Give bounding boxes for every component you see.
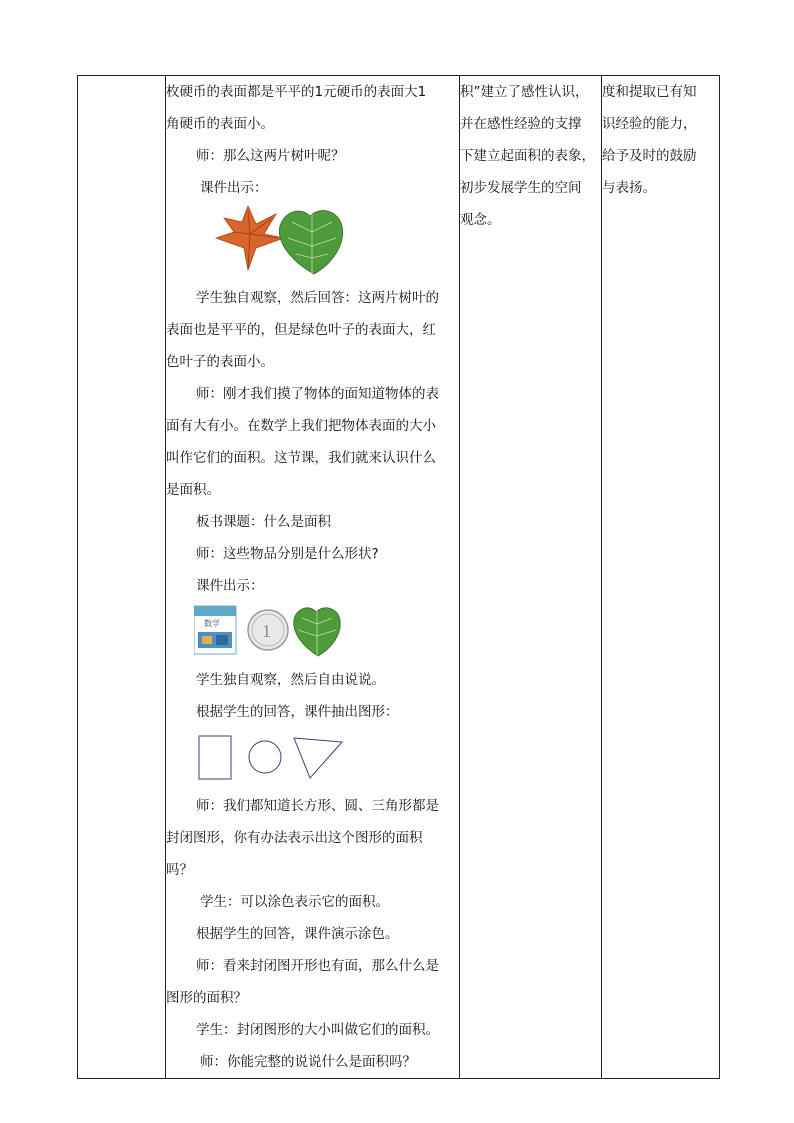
design-intent-cell — [460, 76, 602, 1079]
objects-image — [166, 602, 459, 664]
text-line: 是面积。 — [166, 482, 220, 498]
text-line: 师：看来封闭图开形也有面，那么什么是 — [196, 958, 439, 974]
text-line: 角硬币的表面小。 — [166, 116, 274, 132]
text-line: 枚硬币的表面都是平平的1元硬币的表面大1 — [166, 84, 427, 100]
svg-text:数学: 数学 — [204, 619, 220, 628]
text-line: 师：刚才我们摸了物体的面知道物体的表 — [196, 386, 439, 402]
text-line: 与表扬。 — [602, 180, 656, 196]
text-line: 师：那么这两片树叶呢？ — [196, 148, 345, 164]
rectangle-shape-icon — [199, 736, 231, 779]
circle-shape-icon — [249, 741, 281, 773]
text-line: 色叶子的表面小。 — [166, 354, 274, 370]
text-line: 师：你能完整的说说什么是面积吗？ — [200, 1054, 416, 1070]
text-line: 初步发展学生的空间 — [460, 180, 582, 196]
svg-text:1: 1 — [262, 621, 271, 641]
text-line: 封闭图形，你有办法表示出这个图形的面积 — [166, 830, 423, 846]
table-row — [78, 76, 720, 1079]
leaves-image — [166, 204, 459, 282]
text-line: 学生：封闭图形的大小叫做它们的面积。 — [196, 1022, 439, 1038]
text-line: 学生独自观察，然后自由说说。 — [196, 672, 385, 688]
text-line: 师：我们都知道长方形、圆、三角形都是 — [196, 798, 439, 814]
lesson-plan-table — [77, 75, 720, 1079]
text-line: 给予及时的鼓励 — [602, 148, 697, 164]
green-leaf-icon — [294, 608, 341, 656]
teaching-process-cell — [166, 76, 460, 1079]
text-line: 课件出示： — [200, 180, 268, 196]
text-line: 根据学生的回答，课件演示涂色。 — [196, 926, 399, 942]
text-line: 师：这些物品分别是什么形状? — [196, 546, 379, 562]
green-leaf-icon — [279, 211, 342, 274]
text-line: 度和提取已有知 — [602, 84, 697, 100]
text-line: 学生：可以涂色表示它的面积。 — [200, 894, 389, 910]
text-line: 课件出示： — [196, 578, 264, 594]
empty-column-cell — [78, 76, 166, 1079]
book-cover-icon — [194, 606, 236, 654]
text-line: 吗？ — [166, 862, 193, 878]
evaluation-cell — [602, 76, 720, 1079]
triangle-shape-icon — [294, 738, 342, 778]
text-line: 识经验的能力， — [602, 116, 697, 132]
text-line: 学生独自观察，然后回答：这两片树叶的 — [196, 290, 439, 306]
text-line: 积”建立了感性认识， — [460, 84, 589, 100]
coin-icon — [248, 610, 288, 650]
shapes-image — [166, 728, 459, 790]
text-line: 根据学生的回答，课件抽出图形： — [196, 704, 399, 720]
text-line: 叫作它们的面积。这节课，我们就来认识什么 — [166, 450, 436, 466]
text-line: 板书课题：什么是面积 — [196, 514, 331, 530]
red-leaf-icon — [216, 206, 284, 270]
text-line: 表面也是平平的，但是绿色叶子的表面大，红 — [166, 322, 436, 338]
text-line: 图形的面积？ — [166, 990, 247, 1006]
text-line: 面有大有小。在数学上我们把物体表面的大小 — [166, 418, 436, 434]
text-line: 并在感性经验的支撑 — [460, 116, 582, 132]
text-line: 观念。 — [460, 212, 501, 228]
text-line: 下建立起面积的表象， — [460, 148, 595, 164]
